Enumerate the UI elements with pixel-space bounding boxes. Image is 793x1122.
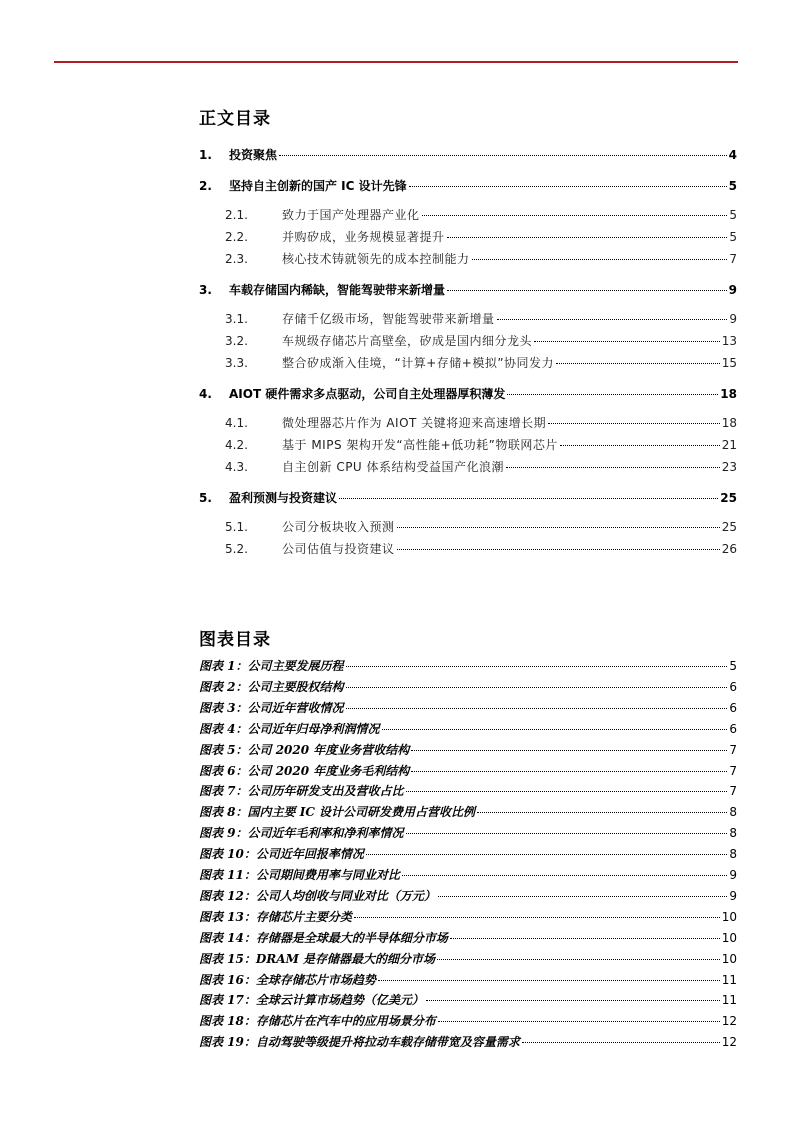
dot-leader: [346, 707, 728, 709]
toc-section[interactable]: [199, 459, 737, 475]
toc-page: 5: [729, 230, 737, 244]
dot-leader: [450, 937, 720, 939]
toc-label: 微处理器芯片作为 AIOT 关键将迎来高速增长期: [282, 416, 547, 430]
figure-entry[interactable]: [199, 783, 737, 799]
figure-entry[interactable]: [199, 992, 737, 1008]
figure-entry[interactable]: [199, 867, 737, 883]
figure-entry[interactable]: [199, 972, 737, 988]
toc-section[interactable]: [199, 355, 737, 371]
header-rule: [54, 61, 738, 63]
dot-leader: [507, 393, 718, 395]
toc-label: AIOT 硬件需求多点驱动，公司自主处理器厚积薄发: [229, 387, 506, 401]
figure-label: 图表 14：存储器是全球最大的半导体细分市场: [199, 930, 448, 945]
toc-page: 23: [721, 460, 737, 474]
toc-label: 公司分板块收入预测: [282, 520, 395, 534]
dot-leader: [397, 548, 720, 550]
figure-label: 图表 4：公司近年归母净利润情况: [199, 721, 380, 736]
figure-label: 图表 6：公司 2020 年度业务毛利结构: [199, 763, 410, 778]
toc-number: 2.3.: [225, 252, 248, 266]
figure-page: 11: [721, 993, 737, 1008]
toc-number: 3.1.: [225, 312, 248, 326]
toc-chapter[interactable]: [199, 178, 737, 194]
figure-label: 图表 8：国内主要 IC 设计公司研发费用占营收比例: [199, 805, 476, 820]
toc-page: 5: [728, 179, 737, 193]
dot-leader: [406, 832, 728, 834]
toc-label: 车规级存储芯片高壁垒，矽成是国内细分龙头: [282, 334, 533, 348]
figure-entry[interactable]: [199, 742, 737, 758]
dot-leader: [354, 916, 720, 918]
figure-list-heading: 图表目录: [199, 630, 271, 650]
figure-entry[interactable]: [199, 679, 737, 695]
figure-entry[interactable]: [199, 763, 737, 779]
toc-number: 4.1.: [225, 416, 248, 430]
toc-label: 致力于国产处理器产业化: [282, 208, 420, 222]
dot-leader: [411, 749, 727, 751]
toc-chapter[interactable]: [199, 386, 737, 402]
toc-number: 4.2.: [225, 438, 248, 452]
dot-leader: [560, 444, 720, 446]
toc-label: 基于 MIPS 架构开发“高性能+低功耗”物联网芯片: [282, 438, 558, 452]
figure-page: 6: [729, 679, 737, 694]
toc-page: 18: [721, 416, 737, 430]
toc-heading: 正文目录: [199, 109, 271, 129]
figure-entry[interactable]: [199, 951, 737, 967]
toc-number: 1.: [199, 148, 212, 162]
dot-leader: [472, 258, 728, 260]
toc-number: 4.3.: [225, 460, 248, 474]
figure-label: 图表 13：存储芯片主要分类: [199, 909, 352, 924]
figure-page: 7: [729, 742, 737, 757]
toc-section[interactable]: [199, 541, 737, 557]
dot-leader: [378, 979, 720, 981]
toc-page: 26: [721, 542, 737, 556]
dot-leader: [339, 497, 718, 499]
toc-label: 并购矽成，业务规模显著提升: [282, 230, 445, 244]
figure-label: 图表 3：公司近年营收情况: [199, 700, 344, 715]
dot-leader: [522, 1041, 720, 1043]
figure-page: 10: [721, 930, 737, 945]
dot-leader: [411, 770, 727, 772]
toc-chapter[interactable]: [199, 490, 737, 506]
toc-section[interactable]: [199, 251, 737, 267]
dot-leader: [406, 790, 728, 792]
dot-leader: [397, 526, 720, 528]
figure-entry[interactable]: [199, 846, 737, 862]
figure-entry[interactable]: [199, 1034, 737, 1050]
toc-number: 2.1.: [225, 208, 248, 222]
toc-chapter[interactable]: [199, 147, 737, 163]
dot-leader: [506, 466, 720, 468]
toc-number: 5.1.: [225, 520, 248, 534]
figure-page: 6: [729, 700, 737, 715]
toc-page: 7: [729, 252, 737, 266]
dot-leader: [447, 236, 728, 238]
figure-page: 7: [729, 763, 737, 778]
figure-entry[interactable]: [199, 909, 737, 925]
toc-page: 18: [720, 387, 737, 401]
dot-leader: [279, 154, 727, 156]
figure-label: 图表 7：公司历年研发支出及营收占比: [199, 784, 404, 799]
figure-page: 11: [721, 972, 737, 987]
figure-label: 图表 2：公司主要股权结构: [199, 679, 344, 694]
figure-label: 图表 10：公司近年回报率情况: [199, 847, 364, 862]
figure-label: 图表 18：存储芯片在汽车中的应用场景分布: [199, 1014, 436, 1029]
toc-label: 自主创新 CPU 体系结构受益国产化浪潮: [282, 460, 505, 474]
toc-section[interactable]: [199, 519, 737, 535]
figure-page: 7: [729, 784, 737, 799]
figure-label: 图表 5：公司 2020 年度业务营收结构: [199, 742, 410, 757]
figure-label: 图表 9：公司近年毛利率和净利率情况: [199, 826, 404, 841]
toc-section[interactable]: [199, 415, 737, 431]
toc-page: 25: [720, 491, 737, 505]
toc-label: 投资聚焦: [229, 148, 278, 162]
toc-number: 3.3.: [225, 356, 248, 370]
toc-label: 核心技术铸就领先的成本控制能力: [282, 252, 470, 266]
toc-number: 2.2.: [225, 230, 248, 244]
figure-page: 12: [721, 1014, 737, 1029]
toc-page: 9: [729, 312, 737, 326]
dot-leader: [402, 874, 727, 876]
toc-section[interactable]: [199, 207, 737, 223]
figure-label: 图表 11：公司期间费用率与同业对比: [199, 868, 400, 882]
dot-leader: [438, 895, 727, 897]
figure-entry[interactable]: [199, 1013, 737, 1029]
figure-entry[interactable]: [199, 804, 737, 820]
figure-page: 8: [729, 805, 737, 820]
toc-page: 13: [721, 334, 737, 348]
figure-entry[interactable]: [199, 930, 737, 946]
toc-page: 5: [729, 208, 737, 222]
dot-leader: [382, 728, 728, 730]
toc-number: 4.: [199, 387, 212, 401]
toc-section[interactable]: [199, 229, 737, 245]
toc-number: 5.2.: [225, 542, 248, 556]
figure-page: 10: [721, 909, 737, 924]
figure-page: 8: [729, 847, 737, 862]
figure-page: 10: [721, 951, 737, 966]
dot-leader: [346, 665, 728, 667]
toc-label: 盈利预测与投资建议: [229, 491, 338, 505]
figure-page: 12: [721, 1035, 737, 1050]
dot-leader: [548, 422, 720, 424]
dot-leader: [438, 1020, 720, 1022]
figure-label: 图表 12：公司人均创收与同业对比（万元）: [199, 888, 436, 903]
toc-chapter[interactable]: [199, 282, 737, 298]
figure-label: 图表 1：公司主要发展历程: [199, 659, 344, 673]
toc-page: 21: [721, 438, 737, 452]
toc-number: 2.: [199, 179, 212, 193]
dot-leader: [534, 340, 720, 342]
toc-section[interactable]: [199, 333, 737, 349]
toc-number: 3.: [199, 283, 212, 297]
dot-leader: [497, 318, 728, 320]
figure-label: 图表 19：自动驾驶等级提升将拉动车载存储带宽及容量需求: [199, 1035, 520, 1050]
dot-leader: [346, 686, 728, 688]
toc-page: 15: [721, 356, 737, 370]
figure-page: 6: [729, 721, 737, 736]
toc-section[interactable]: [199, 311, 737, 327]
figure-entry[interactable]: [199, 700, 737, 716]
figure-label: 图表 16：全球存储芯片市场趋势: [199, 972, 376, 987]
toc-label: 公司估值与投资建议: [282, 542, 395, 556]
figure-page: 8: [729, 826, 737, 841]
toc-page: 25: [721, 520, 737, 534]
toc-page: 9: [728, 283, 737, 297]
toc-label: 车载存储国内稀缺，智能驾驶带来新增量: [229, 283, 446, 297]
toc-number: 3.2.: [225, 334, 248, 348]
figure-page: 9: [729, 888, 737, 903]
figure-label: 图表 17：全球云计算市场趋势（亿美元）: [199, 993, 424, 1008]
dot-leader: [477, 811, 727, 813]
toc-section[interactable]: [199, 437, 737, 453]
figure-label: 图表 15：DRAM 是存储器最大的细分市场: [199, 951, 436, 966]
figure-page: 9: [729, 868, 737, 882]
toc-number: 5.: [199, 491, 212, 505]
figure-page: 5: [729, 659, 737, 673]
figure-entry[interactable]: [199, 658, 737, 674]
toc-label: 坚持自主创新的国产 IC 设计先锋: [229, 179, 407, 193]
dot-leader: [556, 362, 720, 364]
figure-entry[interactable]: [199, 721, 737, 737]
dot-leader: [437, 958, 720, 960]
toc-page: 4: [728, 148, 737, 162]
figure-entry[interactable]: [199, 825, 737, 841]
dot-leader: [366, 853, 727, 855]
toc-label: 整合矽成渐入佳境，“计算+存储+模拟”协同发力: [282, 356, 555, 370]
dot-leader: [422, 214, 728, 216]
dot-leader: [426, 999, 720, 1001]
dot-leader: [447, 289, 727, 291]
figure-entry[interactable]: [199, 888, 737, 904]
toc-label: 存储千亿级市场，智能驾驶带来新增量: [282, 312, 495, 326]
dot-leader: [409, 185, 727, 187]
